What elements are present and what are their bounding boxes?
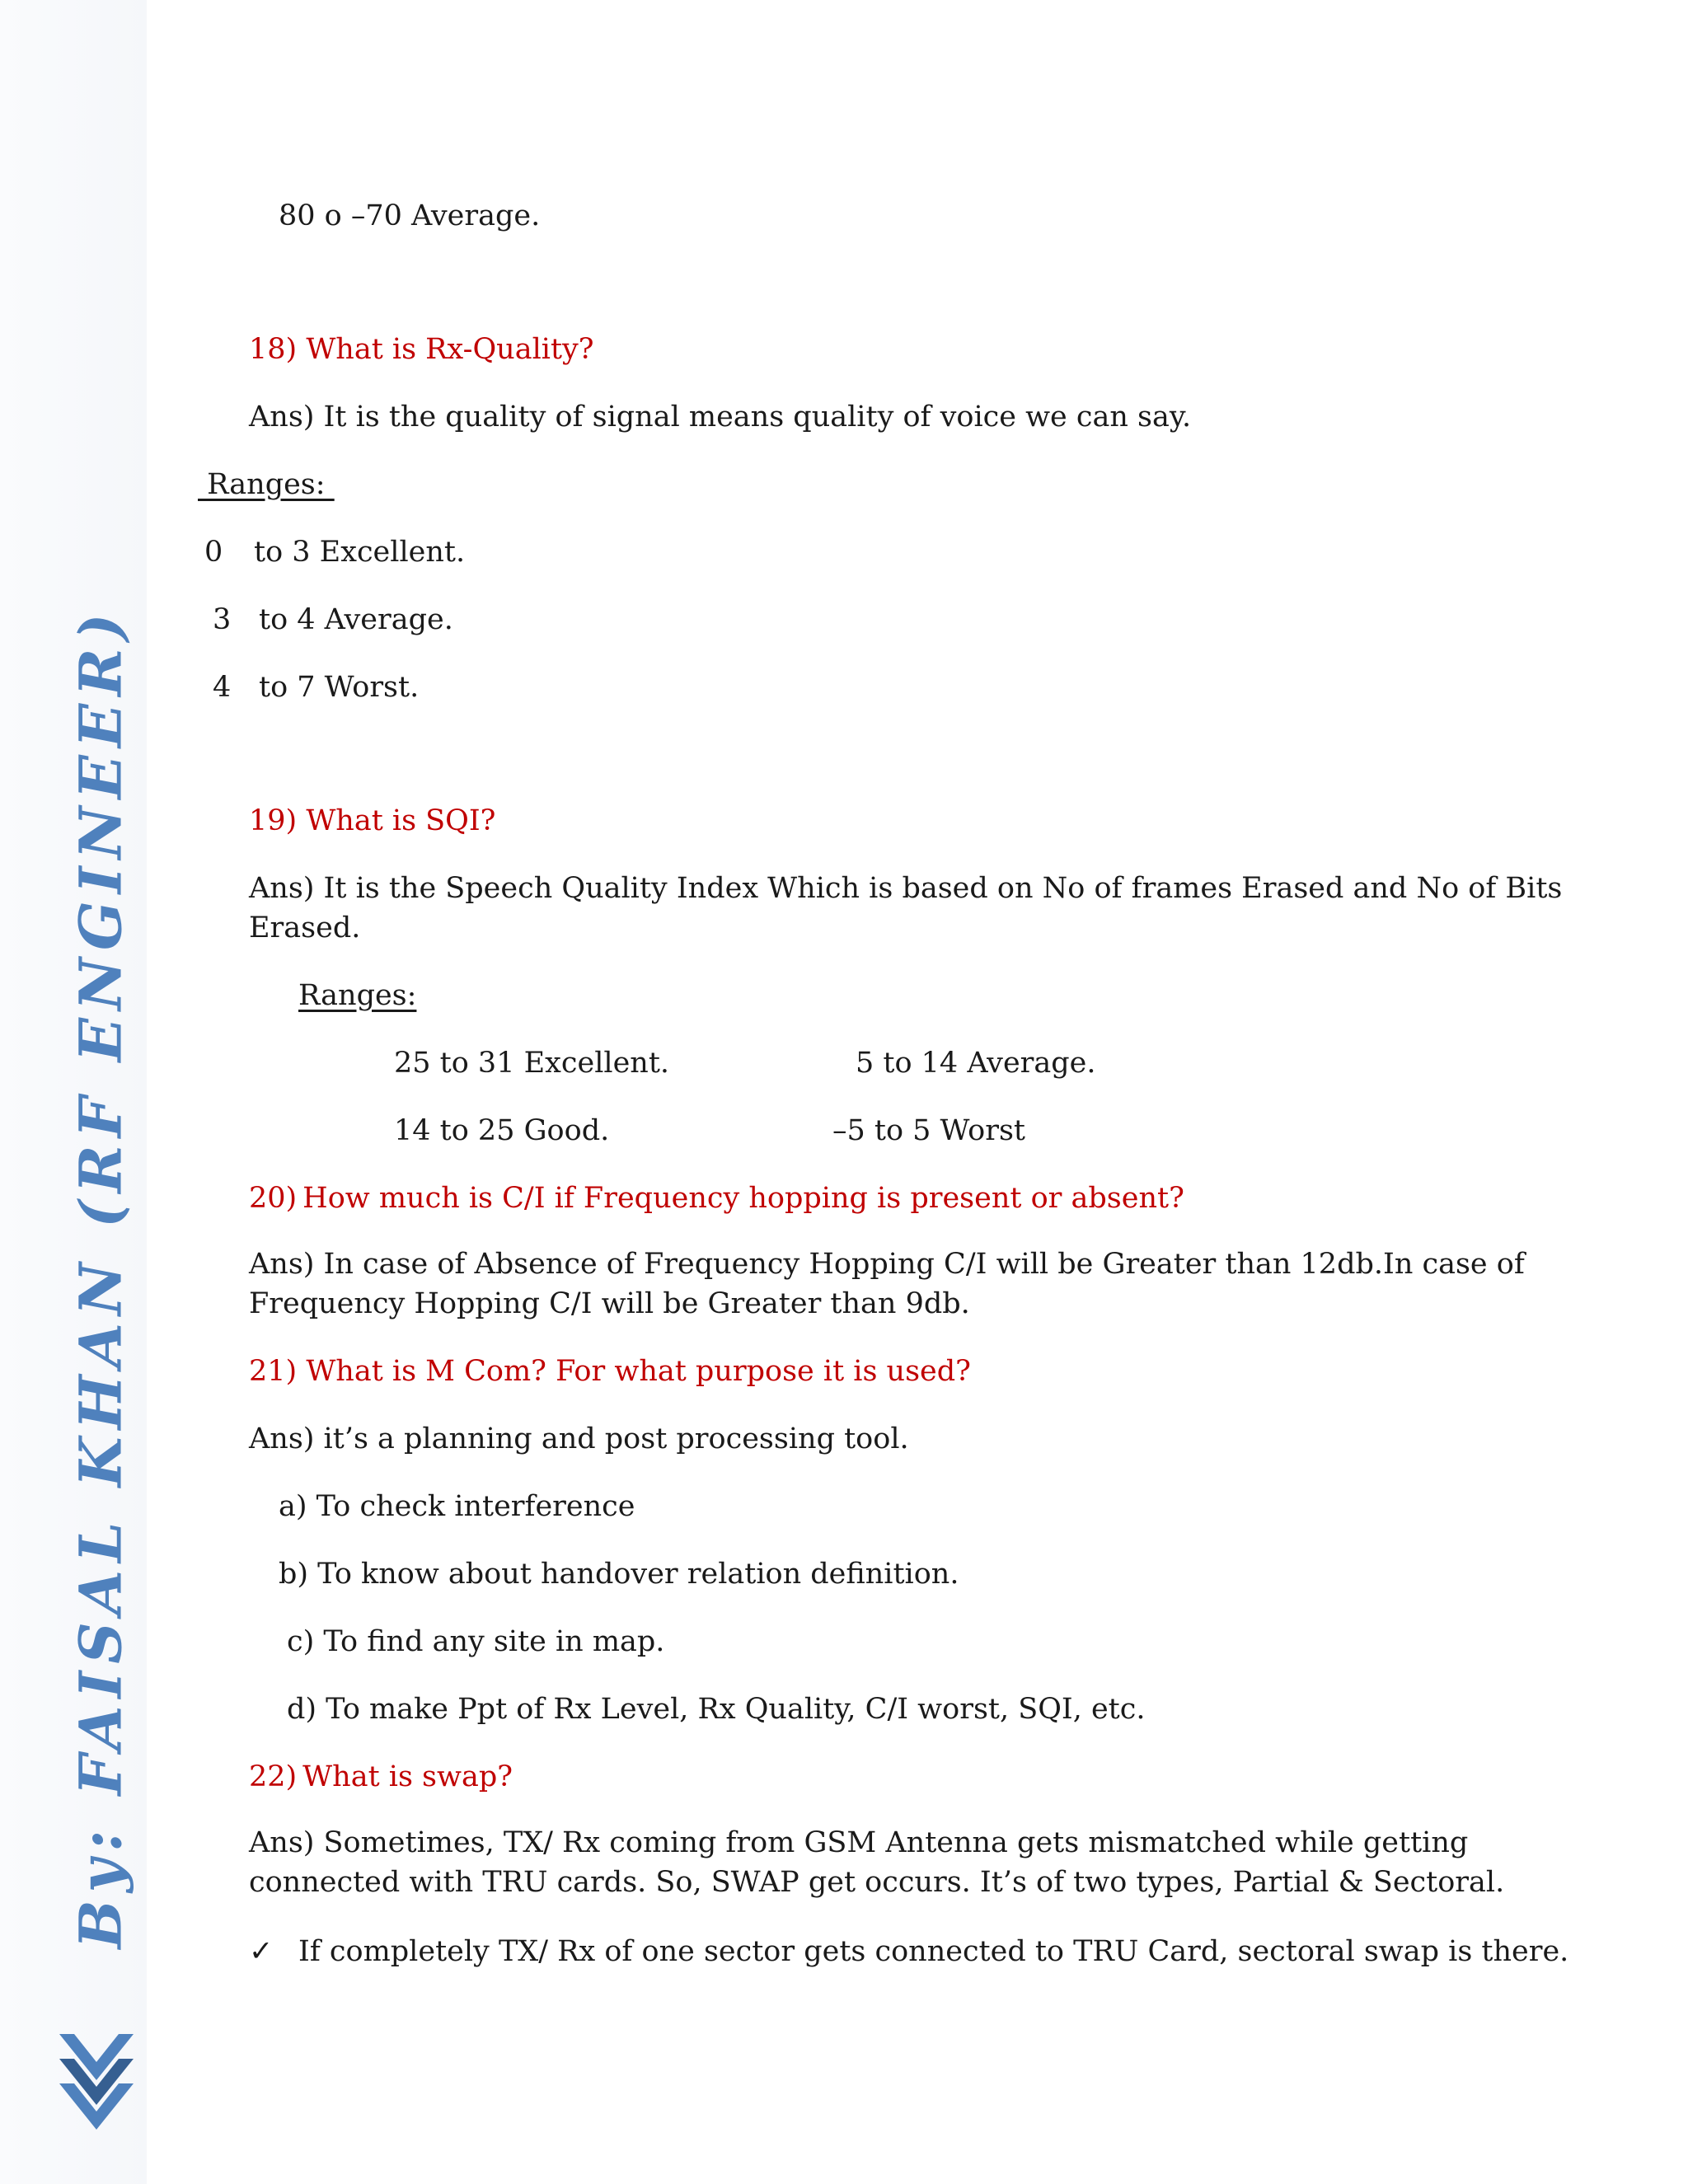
answer-20-line-2: Frequency Hopping C/I will be Greater than 9db. — [249, 1287, 970, 1320]
list-item-b: b) To know about handover relation definition. — [279, 1558, 959, 1591]
question-22: 22) What is swap? — [249, 1760, 513, 1793]
ranges-label-19: Ranges: — [298, 979, 417, 1012]
answer-20-line-1: Ans) In case of Absence of Frequency Hopping C/I will be Greater than 12db.In case of — [249, 1248, 1525, 1281]
bullet-text: If completely TX/ Rx of one sector gets connected to TRU Card, sectoral swap is there. — [298, 1935, 1569, 1968]
range-text-1: to 3 Excellent. — [254, 536, 466, 569]
range-num-1: 0 — [204, 536, 223, 569]
range-text-2: to 4 Average. — [259, 603, 453, 636]
question-21: 21) What is M Com? For what purpose it is used? — [249, 1355, 971, 1388]
answer-21: Ans) it’s a planning and post processing tool. — [249, 1422, 909, 1455]
range-num-3: 4 — [213, 671, 232, 704]
sqi-range-average: 5 to 14 Average. — [856, 1047, 1096, 1080]
sqi-range-excellent: 25 to 31 Excellent. — [394, 1047, 670, 1080]
answer-18: Ans) It is the quality of signal means quality of voice we can say. — [249, 401, 1192, 434]
range-text-3: to 7 Worst. — [259, 671, 420, 704]
sqi-range-good: 14 to 25 Good. — [394, 1114, 610, 1147]
list-item-a: a) To check interference — [279, 1490, 635, 1523]
ranges-label-18: Ranges: — [198, 468, 335, 501]
sqi-range-worst: –5 to 5 Worst — [832, 1114, 1025, 1147]
double-chevron-down-icon — [59, 2034, 134, 2133]
question-18: 18) What is Rx-Quality? — [249, 333, 594, 366]
range-line-average: 80 o –70 Average. — [279, 199, 541, 232]
list-item-c: c) To find any site in map. — [287, 1625, 665, 1658]
question-20: 20) How much is C/I if Frequency hopping is present or absent? — [249, 1182, 1184, 1215]
list-item-d: d) To make Ppt of Rx Level, Rx Quality, C/I worst, SQI, etc. — [287, 1693, 1146, 1726]
author-vertical-text: By: FAISAL KHAN (RF ENGINEER) — [66, 606, 135, 1949]
answer-22-line-1: Ans) Sometimes, TX/ Rx coming from GSM Antenna gets mismatched while getting — [249, 1826, 1469, 1859]
answer-19-line-2: Erased. — [249, 912, 361, 944]
answer-22-line-2: connected with TRU cards. So, SWAP get occurs. It’s of two types, Partial & Sectoral. — [249, 1866, 1505, 1899]
range-num-2: 3 — [213, 603, 232, 636]
question-19: 19) What is SQI? — [249, 804, 496, 837]
sidebar-band — [0, 0, 147, 2184]
checkmark-icon: ✓ — [249, 1935, 274, 1968]
answer-19-line-1: Ans) It is the Speech Quality Index Which is based on No of frames Erased and No of Bits — [249, 872, 1563, 905]
